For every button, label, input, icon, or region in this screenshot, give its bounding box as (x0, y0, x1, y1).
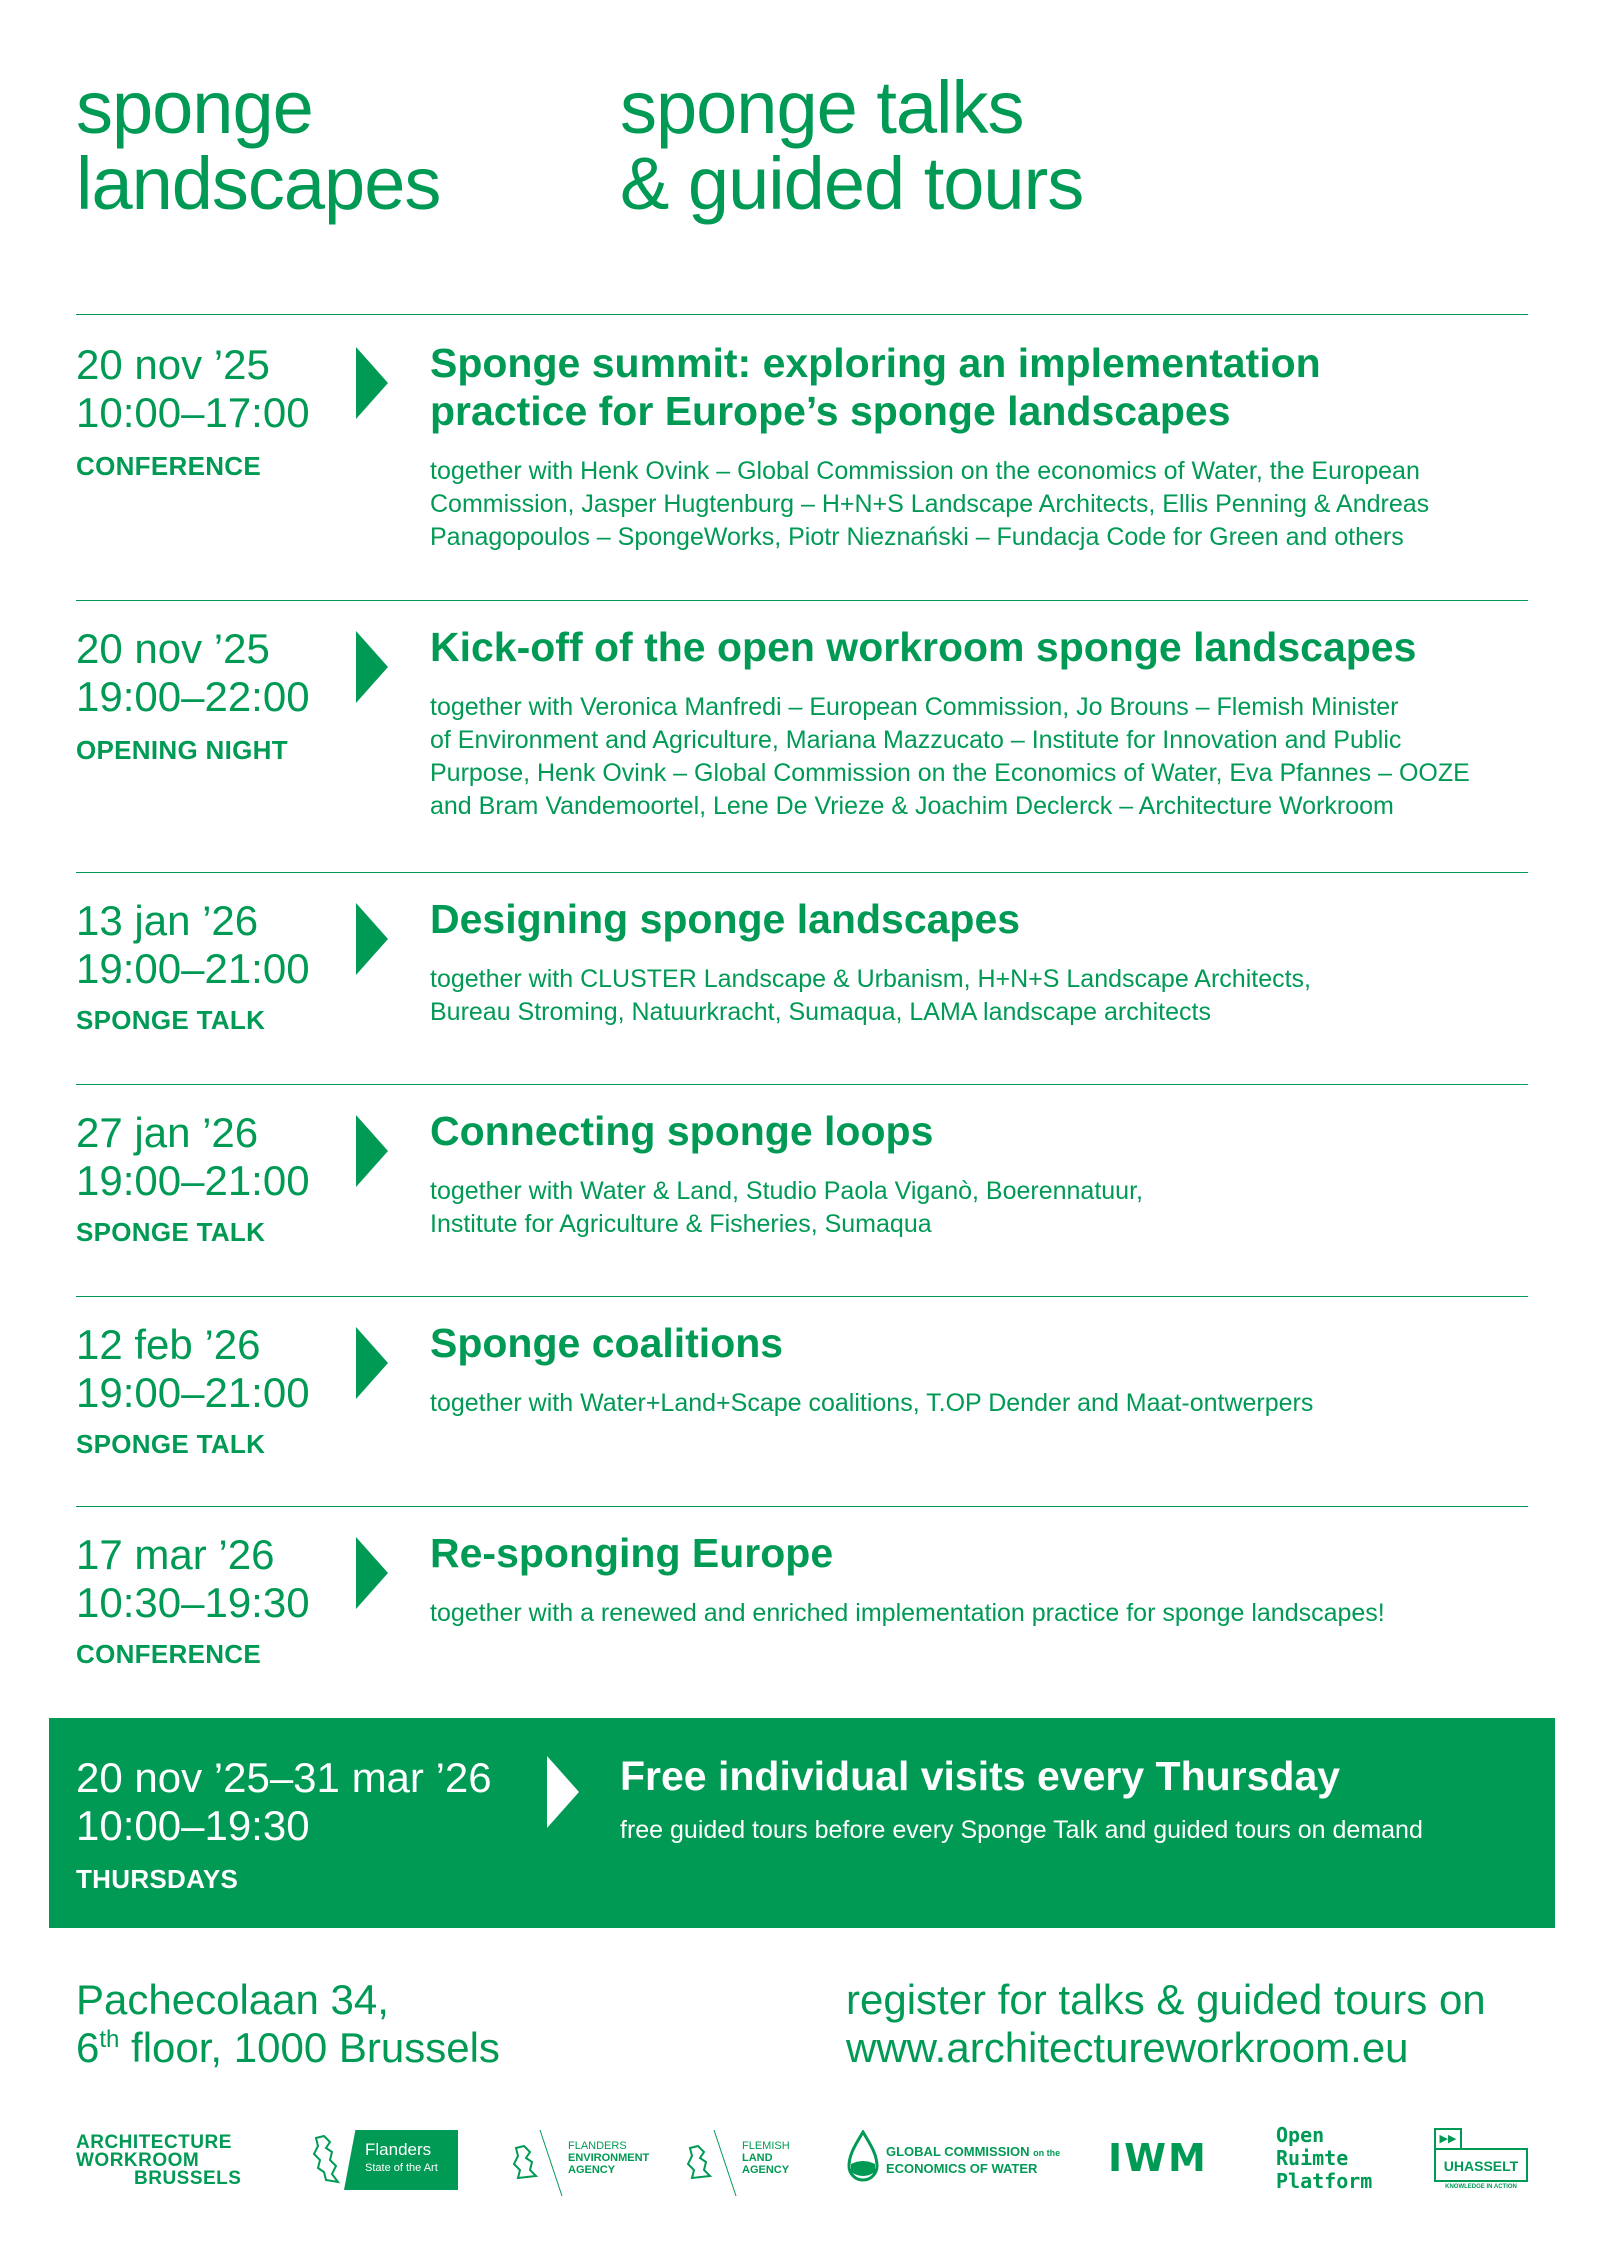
event-title-line: Kick-off of the open workroom sponge landscapes (430, 624, 1417, 670)
logo-text: ENVIRONMENT (568, 2152, 650, 2164)
event-title (430, 339, 1510, 435)
event-title-line: Sponge coalitions (430, 1320, 784, 1366)
title-left-line2: landscapes (76, 142, 441, 225)
event-datetime (76, 1109, 310, 1205)
logo-text: Open (1276, 2123, 1325, 2147)
event-desc-line: Institute for Agriculture & Fisheries, Sumaqua (430, 1210, 932, 1238)
logo-text: Platform (1276, 2169, 1373, 2193)
event-row (76, 1296, 1528, 1506)
visits-time: 10:00–19:30 (76, 1802, 310, 1849)
logo-text: ECONOMICS OF WATER (886, 2161, 1038, 2176)
event-row (76, 314, 1528, 600)
arrow-right-icon (547, 1756, 579, 1828)
flemish-lion-icon (310, 2134, 342, 2186)
logo-text: BRUSSELS (134, 2168, 242, 2189)
visits-datetime (76, 1754, 492, 1850)
logo-open-ruimte-platform (1276, 2124, 1372, 2193)
event-type: OPENING NIGHT (76, 735, 288, 765)
event-type: CONFERENCE (76, 1639, 262, 1669)
event-title-line: Designing sponge landscapes (430, 896, 1021, 942)
arrow-right-icon (356, 1327, 388, 1399)
visits-title: Free individual visits every Thursday (620, 1753, 1341, 1799)
event-datetime (76, 897, 310, 993)
event-desc-line: together with Veronica Manfredi – European Commission, Jo Brouns – Flemish Minister (430, 693, 1399, 721)
event-title (430, 1107, 1510, 1155)
event-date: 20 nov ’25 (76, 625, 270, 672)
event-datetime (76, 1531, 310, 1627)
event-datetime (76, 1321, 310, 1417)
arrow-right-icon (356, 631, 388, 703)
event-title (430, 1319, 1510, 1367)
logo-flanders-environment-agency (510, 2128, 660, 2198)
event-desc-line: Purpose, Henk Ovink – Global Commission on the Economics of Water, Eva Pfannes – OOZE (430, 759, 1470, 787)
arrow-right-icon (356, 903, 388, 975)
event-time: 19:00–21:00 (76, 1369, 310, 1416)
logo-text: GLOBAL COMMISSION (886, 2144, 1030, 2159)
event-type: CONFERENCE (76, 451, 262, 481)
page-title-left (76, 66, 441, 225)
address-floor-number: 6 (76, 2024, 100, 2071)
event-desc-line: together with CLUSTER Landscape & Urbanism, H+N+S Landscape Architects, (430, 965, 1311, 993)
logo-text: Ruimte (1276, 2146, 1349, 2170)
logo-text: AGENCY (742, 2164, 790, 2176)
event-type: SPONGE TALK (76, 1217, 266, 1247)
event-date: 27 jan ’26 (76, 1109, 259, 1156)
event-title-line: practice for Europe’s sponge landscapes (430, 388, 1231, 434)
logo-architecture-workroom (76, 2134, 241, 2188)
event-row (76, 1084, 1528, 1296)
event-time: 19:00–22:00 (76, 673, 310, 720)
event-date: 17 mar ’26 (76, 1531, 275, 1578)
logo-text: FLEMISH (742, 2140, 790, 2152)
event-desc-line: together with Water+Land+Scape coalitions, T.OP Dender and Maat-ontwerpers (430, 1389, 1314, 1417)
visits-banner (49, 1718, 1555, 1928)
visits-description: free guided tours before every Sponge Talk and guided tours on demand (620, 1816, 1423, 1844)
event-title-line: Sponge summit: exploring an implementation (430, 340, 1321, 386)
arrow-right-icon (356, 1537, 388, 1609)
address-floor-suffix: th (99, 2026, 120, 2053)
event-title (430, 895, 1510, 943)
event-time: 19:00–21:00 (76, 945, 310, 992)
event-description (430, 1175, 1540, 1241)
register-url[interactable]: www.architectureworkroom.eu (846, 2024, 1409, 2071)
event-time: 10:30–19:30 (76, 1579, 310, 1626)
event-datetime (76, 625, 310, 721)
event-title (430, 623, 1510, 671)
event-desc-line: Commission, Jasper Hugtenburg – H+N+S Landscape Architects, Ellis Penning & Andreas (430, 490, 1430, 518)
logo-uhasselt (1434, 2128, 1528, 2194)
page-title-right (620, 66, 1084, 225)
logo-text: UHASSELT (1443, 2158, 1519, 2174)
arrow-right-icon (356, 347, 388, 419)
address-line1: Pachecolaan 34, (76, 1976, 389, 2023)
logo-text: State of the Art (365, 2162, 438, 2174)
logo-global-commission-water (846, 2130, 1076, 2194)
water-drop-icon (846, 2130, 880, 2190)
event-desc-line: together with Water & Land, Studio Paola Viganò, Boerennatuur, (430, 1177, 1143, 1205)
event-time: 10:00–17:00 (76, 389, 310, 436)
logo-text: WORKROOM (76, 2150, 200, 2171)
event-title-line: Connecting sponge loops (430, 1108, 934, 1154)
address-line2 (76, 2024, 500, 2072)
title-right-line1: sponge talks (620, 66, 1024, 149)
event-description (430, 455, 1540, 554)
visits-type: THURSDAYS (76, 1864, 239, 1894)
flemish-lion-icon (510, 2128, 570, 2198)
visits-date: 20 nov ’25–31 mar ’26 (76, 1754, 492, 1801)
flemish-lion-icon (684, 2128, 744, 2198)
arrow-right-icon (356, 1115, 388, 1187)
event-time: 19:00–21:00 (76, 1157, 310, 1204)
logo-text: on the (1033, 2148, 1061, 2158)
event-row (76, 872, 1528, 1084)
logo-text: KNOWLEDGE IN ACTION (1445, 2184, 1517, 2190)
logo-text: LAND (742, 2152, 773, 2164)
address-line2-rest: floor, 1000 Brussels (119, 2024, 500, 2071)
event-desc-line: together with a renewed and enriched implementation practice for sponge landscapes! (430, 1599, 1385, 1627)
event-datetime (76, 341, 310, 437)
register-info (846, 1976, 1486, 2072)
event-desc-line: of Environment and Agriculture, Mariana Mazzucato – Institute for Innovation and Public (430, 726, 1402, 754)
event-row (76, 1506, 1528, 1706)
forward-icon: ▶▶ (1434, 2128, 1462, 2150)
event-date: 13 jan ’26 (76, 897, 259, 944)
event-title-line: Re-sponging Europe (430, 1530, 834, 1576)
event-title (430, 1529, 1510, 1577)
event-date: 12 feb ’26 (76, 1321, 261, 1368)
logo-text: ARCHITECTURE (76, 2132, 232, 2153)
event-date: 20 nov ’25 (76, 341, 270, 388)
event-type: SPONGE TALK (76, 1005, 266, 1035)
logo-text: FLANDERS (568, 2140, 627, 2152)
event-description (430, 1387, 1540, 1420)
register-line: register for talks & guided tours on (846, 1976, 1486, 2023)
logo-iwm: IWM (1108, 2136, 1208, 2180)
logo-text: AGENCY (568, 2164, 616, 2176)
event-description (430, 691, 1540, 823)
event-desc-line: Bureau Stroming, Natuurkracht, Sumaqua, LAMA landscape architects (430, 998, 1211, 1026)
address (76, 1976, 500, 2072)
event-description (430, 963, 1540, 1029)
event-desc-line: and Bram Vandemoortel, Lene De Vrieze & Joachim Declerck – Architecture Workroom (430, 792, 1394, 820)
logo-flemish-land-agency (684, 2128, 804, 2198)
event-type: SPONGE TALK (76, 1429, 266, 1459)
event-desc-line: Panagopoulos – SpongeWorks, Piotr Nieznański – Fundacja Code for Green and others (430, 523, 1404, 551)
title-right-line2: & guided tours (620, 142, 1084, 225)
event-desc-line: together with Henk Ovink – Global Commission on the economics of Water, the European (430, 457, 1420, 485)
logo-text: Flanders (365, 2140, 432, 2159)
logo-flanders (310, 2130, 458, 2190)
title-left-line1: sponge (76, 66, 313, 149)
event-description (430, 1597, 1540, 1630)
event-row (76, 600, 1528, 872)
